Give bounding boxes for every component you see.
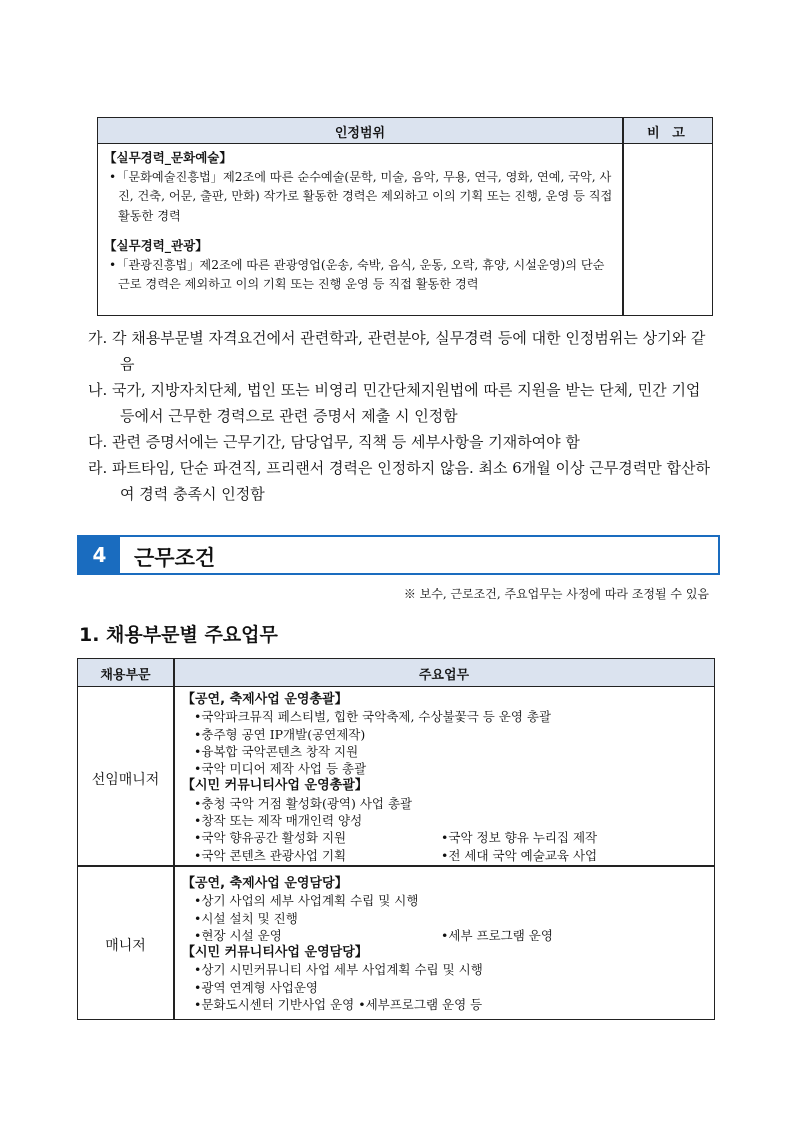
note-na: 나. 국가, 지방자치단체, 법인 또는 비영리 민간단체지원법에 따른 지원을 받는 단체, 민간 기업 등에서 근무한 경력으로 관련 증명서 제출 시 인정함 <box>88 381 701 425</box>
header-main-duties: 주요업무 <box>418 668 470 683</box>
duty-item: •국악 콘텐츠 관광사업 기획 <box>194 847 347 863</box>
manager-duties <box>182 875 710 1013</box>
note-da: 다. 관련 증명서에는 근무기간, 담당업무, 직책 등 세부사항을 기재하여야 함 <box>88 433 580 451</box>
duty-item: •세부 프로그램 운영 <box>441 927 553 943</box>
duty-item: •국악 미디어 제작 사업 등 총괄 <box>194 761 367 777</box>
adjustment-notice: ※ 보수, 근로조건, 주요업무는 사정에 따라 조정될 수 있음 <box>403 587 709 601</box>
column-divider <box>173 659 175 1019</box>
duty-item: •광역 연계형 사업운영 <box>194 979 318 995</box>
recognition-scope-content <box>104 148 614 295</box>
duty-item: •국악 정보 향유 누리집 제작 <box>441 830 598 846</box>
group-title: 【시민 커뮤니티사업 운영총괄】 <box>182 778 368 794</box>
column-divider <box>622 118 624 315</box>
culture-arts-criteria: •「문화예술진흥법」제2조에 따른 순수예술(문학, 미술, 음악, 무용, 연극, 영화, 연예, 국악, 사진, 건축, 어문, 출판, 만화) 작가로 활동한 경력은 제외하고 이의 기획 또는 진행, 운영 등 직접 활동한 경력 <box>109 169 613 223</box>
section-header <box>77 535 720 575</box>
duty-item: •시설 설치 및 진행 <box>194 910 298 926</box>
group-title: 【공연, 축제사업 운영담당】 <box>182 876 348 891</box>
subsection-title: 1. 채용부문별 주요업무 <box>79 624 278 646</box>
role-senior-manager: 선임매니저 <box>91 772 160 788</box>
duty-item: •상기 사업의 세부 사업계획 수립 및 시행 <box>194 893 419 909</box>
header-position: 채용부문 <box>100 668 151 683</box>
duty-item: •충주형 공연 IP개발(공연제작) <box>194 726 366 742</box>
senior-manager-duties <box>182 691 710 864</box>
duty-item: •현장 시설 운영 <box>194 927 282 943</box>
duty-item: •창작 또는 제작 매개인력 양성 <box>194 813 363 829</box>
duty-item: •전 세대 국악 예술교육 사업 <box>441 847 598 863</box>
section-title-tourism: 【실무경력_관광】 <box>104 238 208 253</box>
header-recognition-scope: 인정범위 <box>334 126 386 141</box>
duty-item: •융복합 국악콘텐츠 창작 지원 <box>194 743 359 759</box>
tourism-criteria: •「관광진흥법」제2조에 따른 관광영업(운송, 숙박, 음식, 운동, 오락, 휴양, 시설운영)의 단순 근로 경력은 제외하고 이의 기획 또는 진행 운영 등 직접 활동한 경력 <box>109 257 605 291</box>
header-remarks: 비 고 <box>647 126 689 141</box>
section-title-culture-arts: 【실무경력_문화예술】 <box>104 150 232 165</box>
note-ga: 가. 각 채용부문별 자격요건에서 관련학과, 관련분야, 실무경력 등에 대한 인정범위는 상기와 같음 <box>88 329 706 373</box>
group-title: 【공연, 축제사업 운영총괄】 <box>182 692 348 707</box>
row-divider <box>78 865 714 867</box>
duty-item: •국악 향유공간 활성화 지원 <box>194 830 347 846</box>
section-title: 근무조건 <box>134 546 216 570</box>
note-ra: 라. 파트타임, 단순 파견직, 프리랜서 경력은 인정하지 않음. 최소 6개월 이상 근무경력만 합산하여 경력 충족시 인정함 <box>88 459 710 503</box>
duty-table <box>77 658 715 1020</box>
duty-item: •상기 시민커뮤니티 사업 세부 사업계획 수립 및 시행 <box>194 962 483 978</box>
notes-list <box>88 325 718 507</box>
duty-item: •충청 국악 거점 활성화(광역) 사업 총괄 <box>194 795 413 811</box>
group-title: 【시민 커뮤니티사업 운영담당】 <box>182 945 368 961</box>
duty-item: •문화도시센터 기반사업 운영 •세부프로그램 운영 등 <box>194 997 483 1013</box>
recognition-scope-table <box>97 117 713 316</box>
duty-item: •국악파크뮤직 페스티벌, 힙한 국악축제, 수상불꽃극 등 운영 총괄 <box>194 709 552 725</box>
section-number: 4 <box>79 537 120 573</box>
role-manager: 매니저 <box>105 938 146 954</box>
